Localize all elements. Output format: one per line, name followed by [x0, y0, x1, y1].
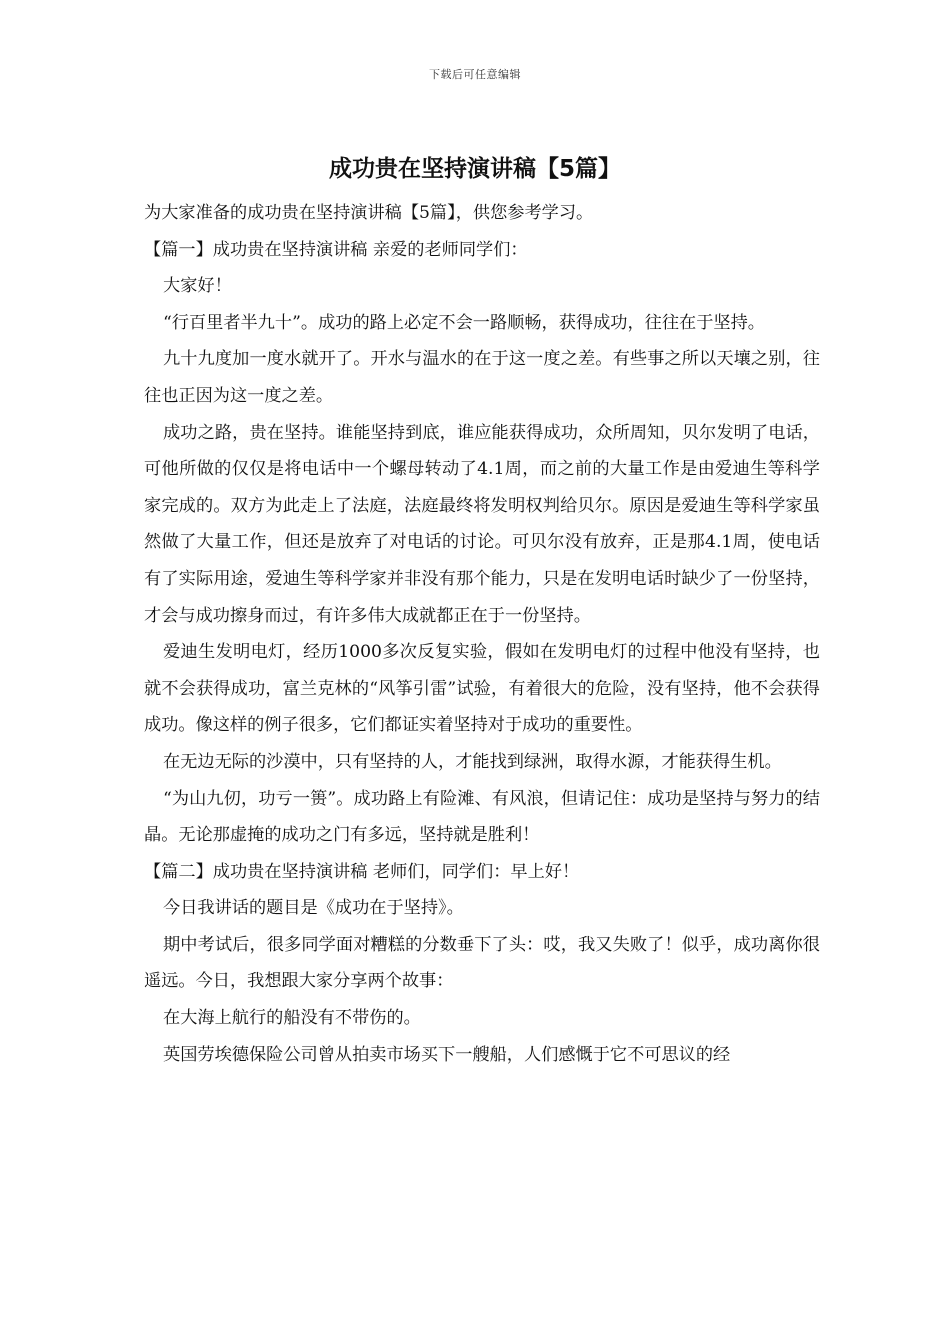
- document-body: [144, 195, 820, 1073]
- body-paragraph: “为山九仞，功亏一篑”。成功路上有险滩、有风浪，但请记住：成功是坚持与努力的结晶。无论那虚掩的成功之门有多远，坚持就是胜利！: [144, 788, 820, 846]
- body-paragraph: 今日我讲话的题目是《成功在于坚持》。: [163, 898, 464, 919]
- body-paragraph: 大家好！: [163, 276, 232, 297]
- document-title: 成功贵在坚持演讲稿【5篇】: [328, 156, 621, 182]
- header-note: 下载后可任意编辑: [429, 68, 521, 81]
- body-paragraph: 英国劳埃德保险公司曾从拍卖市场买下一艘船，人们感慨于它不可思议的经: [163, 1044, 731, 1065]
- body-paragraph: 成功之路，贵在坚持。谁能坚持到底，谁应能获得成功，众所周知，贝尔发明了电话，可他所做的仅仅是将电话中一个螺母转动了4.1周，而之前的大量工作是由爱迪生等科学家完成的。双方为此走上了法庭，法庭最终将发明权判给贝尔。原因是爱迪生等科学家虽然做了大量工作，但还是放弃了对电话的讨论。可贝尔没有放弃，正是那4.1周，使电话有了实际用途，爱迪生等科学家并非没有那个能力，只是在发明电话时缺少了一份坚持，才会与成功擦身而过，有许多伟大成就都正在于一份坚持。: [144, 422, 820, 626]
- section-heading-2: 【篇二】成功贵在坚持演讲稿 老师们，同学们：早上好！: [144, 861, 580, 882]
- body-paragraph: 爱迪生发明电灯，经历1000多次反复实验，假如在发明电灯的过程中他没有坚持，也就不会获得成功，富兰克林的“风筝引雷”试验，有着很大的危险，没有坚持，他不会获得成功。像这样的例子很多，它们都证实着坚持对于成功的重要性。: [144, 642, 820, 736]
- body-paragraph: 在无边无际的沙漠中，只有坚持的人，才能找到绿洲，取得水源，才能获得生机。: [163, 751, 782, 772]
- body-paragraph: 九十九度加一度水就开了。开水与温水的在于这一度之差。有些事之所以天壤之别，往往也正因为这一度之差。: [144, 349, 820, 406]
- body-paragraph: “行百里者半九十”。成功的路上必定不会一路顺畅，获得成功，往往在于坚持。: [163, 312, 765, 333]
- body-paragraph: 期中考试后，很多同学面对糟糕的分数垂下了头：哎，我又失败了！似乎，成功离你很遥远。今日，我想跟大家分享两个故事：: [144, 934, 820, 992]
- section-heading-1: 【篇一】成功贵在坚持演讲稿 亲爱的老师同学们：: [144, 239, 528, 260]
- intro-paragraph: 为大家准备的成功贵在坚持演讲稿【5篇】，供您参考学习。: [144, 203, 594, 223]
- body-paragraph: 在大海上航行的船没有不带伤的。: [163, 1008, 421, 1029]
